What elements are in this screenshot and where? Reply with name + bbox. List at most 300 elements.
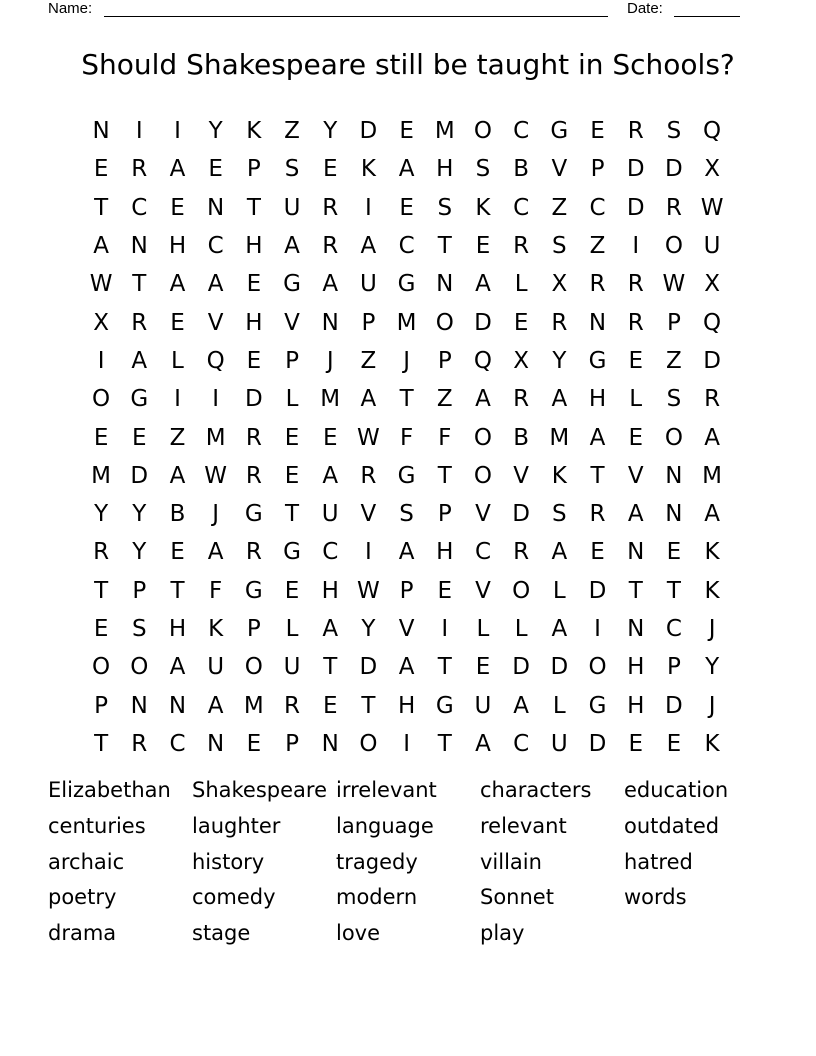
grid-letter: U	[283, 654, 301, 681]
grid-letter: O	[92, 386, 111, 413]
grid-letter: O	[473, 424, 493, 451]
grid-letter: R	[513, 386, 530, 413]
grid-letter: A	[398, 654, 415, 681]
grid-letter: U	[321, 501, 339, 528]
grid-letter: D	[512, 654, 531, 681]
grid-letter: R	[93, 539, 110, 566]
grid-letter: W	[662, 271, 686, 298]
grid-letter: P	[94, 692, 109, 719]
grid-letter: C	[398, 233, 415, 260]
grid-letter: A	[551, 539, 568, 566]
grid-letter: G	[397, 271, 416, 298]
grid-letter: H	[627, 654, 645, 681]
grid-letter: V	[551, 156, 568, 183]
grid-letter: H	[321, 577, 339, 604]
grid-letter: X	[704, 271, 720, 298]
grid-letter: U	[703, 233, 721, 260]
page-title: Should Shakespeare still be taught in Schools?	[81, 48, 735, 81]
grid-letter: O	[664, 233, 683, 260]
grid-letter: T	[437, 462, 452, 489]
grid-letter: X	[513, 347, 530, 374]
word-list-item: love	[336, 921, 381, 946]
grid-letter: D	[130, 462, 149, 489]
grid-letter: R	[627, 271, 644, 298]
word-list-item: outdated	[624, 813, 720, 838]
grid-letter: D	[359, 654, 378, 681]
grid-letter: Z	[360, 347, 377, 374]
word-list-item: Sonnet	[480, 885, 554, 910]
grid-letter: R	[513, 233, 530, 260]
grid-letter: R	[665, 194, 682, 221]
grid-letter: O	[473, 118, 493, 145]
grid-letter: A	[551, 386, 568, 413]
grid-letter: L	[285, 386, 299, 413]
grid-letter: P	[666, 654, 681, 681]
grid-letter: J	[708, 692, 716, 719]
grid-letter: A	[475, 730, 491, 757]
grid-letter: C	[322, 539, 339, 566]
grid-letter: R	[589, 271, 606, 298]
grid-letter: A	[322, 271, 339, 298]
grid-letter: U	[359, 271, 377, 298]
grid-letter: D	[665, 692, 683, 719]
grid-letter: I	[135, 118, 143, 145]
word-list-item: words	[624, 885, 687, 910]
grid-letter: K	[360, 156, 376, 183]
grid-letter: I	[365, 539, 372, 566]
grid-letter: Q	[703, 309, 722, 336]
grid-letter: D	[626, 194, 645, 221]
grid-letter: U	[207, 654, 225, 681]
grid-letter: T	[399, 386, 414, 413]
grid-letter: E	[208, 156, 223, 183]
grid-letter: R	[245, 539, 262, 566]
grid-letter: E	[322, 424, 338, 451]
grid-letter: H	[588, 386, 607, 413]
grid-letter: E	[513, 309, 529, 336]
grid-letter: D	[244, 386, 263, 413]
grid-letter: T	[437, 233, 452, 260]
grid-letter: W	[89, 271, 113, 298]
grid-letter: A	[207, 692, 224, 719]
grid-letter: K	[704, 577, 720, 604]
grid-letter: P	[361, 309, 376, 336]
grid-letter: H	[168, 616, 187, 642]
grid-letter: D	[626, 156, 645, 183]
grid-letter: N	[321, 309, 339, 336]
grid-letter: F	[399, 424, 414, 451]
grid-letter: R	[704, 386, 721, 413]
grid-letter: D	[703, 347, 721, 374]
grid-letter: K	[475, 194, 491, 221]
grid-letter: M	[205, 424, 226, 451]
grid-letter: Y	[323, 118, 338, 145]
grid-letter: T	[94, 194, 109, 221]
grid-letter: L	[514, 616, 528, 642]
date-label: Date:	[627, 0, 663, 17]
grid-letter: A	[360, 386, 377, 413]
grid-letter: E	[170, 194, 185, 221]
grid-letter: K	[704, 730, 720, 757]
grid-letter: E	[628, 424, 643, 451]
grid-letter: P	[285, 347, 299, 374]
grid-letter: W	[357, 424, 380, 451]
grid-letter: A	[513, 692, 530, 719]
grid-letter: O	[473, 462, 493, 489]
grid-letter: V	[475, 577, 491, 604]
grid-letter: T	[285, 501, 300, 528]
grid-letter: L	[476, 616, 490, 642]
grid-letter: G	[588, 347, 607, 374]
grid-letter: E	[322, 156, 338, 183]
word-list-item: poetry	[48, 885, 117, 910]
grid-letter: S	[475, 156, 491, 183]
grid-letter: R	[131, 156, 148, 183]
grid-letter: E	[666, 730, 682, 757]
grid-letter: T	[323, 654, 338, 681]
word-list-item: history	[192, 849, 265, 874]
grid-letter: M	[243, 692, 264, 719]
grid-letter: T	[361, 692, 376, 719]
grid-letter: B	[513, 156, 530, 183]
grid-letter: M	[320, 386, 341, 413]
grid-letter: T	[437, 730, 452, 757]
grid-letter: N	[207, 730, 225, 757]
grid-letter: Z	[284, 118, 300, 145]
grid-letter: F	[209, 577, 223, 604]
grid-letter: B	[169, 501, 186, 528]
word-list-item: Shakespeare	[192, 778, 327, 802]
grid-letter: O	[512, 577, 531, 604]
word-list-item: modern	[336, 885, 418, 910]
grid-letter: G	[283, 271, 301, 298]
grid-letter: Y	[208, 118, 223, 145]
grid-letter: Z	[436, 386, 453, 413]
grid-letter: E	[590, 118, 605, 145]
grid-letter: Q	[206, 347, 225, 374]
grid-letter: V	[207, 309, 224, 336]
grid-letter: L	[285, 616, 299, 642]
grid-letter: A	[169, 654, 186, 681]
grid-letter: N	[321, 730, 339, 757]
grid-letter: R	[131, 730, 148, 757]
grid-letter: U	[550, 730, 568, 757]
grid-letter: K	[246, 118, 262, 145]
grid-letter: J	[708, 616, 716, 642]
grid-letter: I	[174, 386, 181, 413]
grid-letter: Z	[169, 424, 186, 451]
grid-letter: E	[399, 194, 414, 221]
word-list-item: education	[624, 778, 729, 802]
grid-letter: T	[628, 577, 643, 604]
grid-letter: N	[627, 539, 645, 566]
grid-letter: N	[588, 309, 607, 336]
grid-letter: S	[437, 194, 453, 221]
grid-letter: H	[168, 233, 187, 260]
grid-letter: J	[326, 347, 334, 374]
grid-letter: D	[665, 156, 683, 183]
grid-letter: L	[552, 577, 566, 604]
grid-letter: D	[474, 309, 492, 336]
grid-letter: S	[284, 156, 300, 183]
grid-letter: A	[93, 233, 109, 260]
grid-letter: A	[627, 501, 644, 528]
grid-letter: E	[246, 347, 262, 374]
grid-letter: J	[212, 501, 220, 528]
word-list-item: language	[336, 813, 434, 838]
grid-letter: T	[132, 271, 147, 298]
grid-letter: O	[588, 654, 607, 681]
grid-letter: N	[627, 616, 645, 642]
grid-letter: O	[664, 424, 683, 451]
grid-letter: G	[435, 692, 454, 719]
grid-letter: I	[441, 616, 449, 642]
grid-letter: O	[130, 654, 149, 681]
grid-letter: R	[513, 539, 530, 566]
grid-letter: A	[704, 424, 720, 451]
grid-letter: M	[396, 309, 417, 336]
grid-letter: M	[549, 424, 570, 451]
grid-letter: A	[475, 386, 491, 413]
grid-letter: D	[588, 577, 607, 604]
grid-letter: N	[130, 692, 148, 719]
grid-letter: A	[551, 616, 568, 642]
grid-letter: A	[475, 271, 491, 298]
grid-letter: F	[438, 424, 452, 451]
grid-letter: I	[174, 118, 181, 145]
grid-letter: I	[365, 194, 372, 221]
grid-letter: G	[397, 462, 416, 489]
grid-letter: P	[246, 616, 261, 642]
grid-letter: G	[283, 539, 301, 566]
grid-letter: R	[322, 194, 339, 221]
grid-letter: H	[436, 539, 454, 566]
grid-letter: I	[594, 616, 601, 642]
grid-letter: R	[627, 309, 644, 336]
grid-letter: E	[170, 539, 185, 566]
grid-letter: X	[704, 156, 720, 183]
date-blank-line	[674, 16, 740, 17]
grid-letter: E	[437, 577, 453, 604]
grid-letter: A	[131, 347, 148, 374]
grid-letter: A	[704, 501, 720, 528]
word-list-item: hatred	[624, 849, 693, 874]
grid-letter: R	[360, 462, 377, 489]
grid-letter: M	[702, 462, 723, 489]
grid-letter: S	[666, 386, 682, 413]
grid-letter: R	[551, 309, 568, 336]
grid-letter: E	[93, 616, 109, 642]
grid-letter: X	[93, 309, 109, 336]
word-list-item: drama	[48, 921, 117, 946]
grid-letter: P	[437, 347, 452, 374]
grid-letter: N	[436, 271, 454, 298]
grid-letter: G	[550, 118, 569, 145]
grid-letter: H	[245, 309, 263, 336]
grid-letter: E	[628, 730, 643, 757]
grid-letter: N	[665, 501, 683, 528]
grid-letter: R	[627, 118, 644, 145]
grid-letter: T	[590, 462, 605, 489]
grid-letter: C	[207, 233, 224, 260]
grid-letter: O	[244, 654, 263, 681]
grid-letter: E	[93, 424, 109, 451]
grid-letter: R	[589, 501, 606, 528]
grid-letter: K	[208, 616, 224, 642]
grid-letter: L	[629, 386, 643, 413]
word-list-item: archaic	[48, 849, 125, 874]
grid-letter: C	[513, 194, 530, 221]
grid-letter: C	[513, 730, 530, 757]
grid-letter: H	[245, 233, 263, 260]
grid-letter: D	[588, 730, 607, 757]
grid-letter: I	[632, 233, 640, 260]
grid-letter: P	[437, 501, 452, 528]
grid-letter: G	[588, 692, 607, 719]
grid-letter: J	[403, 347, 410, 374]
grid-letter: P	[590, 156, 605, 183]
grid-letter: E	[475, 654, 491, 681]
name-label: Name:	[48, 0, 93, 17]
grid-letter: E	[399, 118, 414, 145]
grid-letter: C	[589, 194, 606, 221]
grid-letter: P	[399, 577, 414, 604]
grid-letter: L	[514, 271, 528, 298]
grid-letter: Y	[361, 616, 376, 642]
worksheet-header	[0, 0, 816, 20]
grid-letter: I	[403, 730, 410, 757]
grid-letter: T	[666, 577, 681, 604]
grid-letter: E	[590, 539, 605, 566]
grid-letter: C	[169, 730, 186, 757]
word-list-item: relevant	[480, 813, 567, 838]
grid-letter: H	[627, 692, 645, 719]
grid-letter: V	[284, 309, 300, 336]
grid-letter: G	[130, 386, 149, 413]
grid-letter: T	[94, 577, 109, 604]
grid-letter: V	[475, 501, 491, 528]
grid-letter: C	[131, 194, 148, 221]
grid-letter: U	[474, 692, 492, 719]
grid-letter: E	[284, 424, 300, 451]
grid-letter: Z	[551, 194, 568, 221]
grid-letter: G	[244, 501, 263, 528]
grid-letter: I	[212, 386, 220, 413]
grid-letter: Q	[703, 118, 722, 145]
grid-letter: L	[171, 347, 184, 374]
grid-letter: T	[94, 730, 109, 757]
grid-letter: P	[666, 309, 681, 336]
grid-letter: E	[93, 156, 109, 183]
grid-letter: W	[700, 194, 724, 221]
grid-letter: E	[322, 692, 338, 719]
grid-letter: M	[91, 462, 112, 489]
grid-letter: W	[204, 462, 228, 489]
word-list-item: villain	[480, 849, 542, 874]
grid-letter: P	[132, 577, 147, 604]
grid-letter: Y	[705, 654, 720, 681]
grid-letter: A	[207, 539, 224, 566]
grid-letter: R	[322, 233, 339, 260]
word-list-item: comedy	[192, 885, 276, 910]
word-list-item: centuries	[48, 813, 146, 838]
grid-letter: R	[245, 462, 262, 489]
grid-letter: N	[130, 233, 148, 260]
grid-letter: A	[398, 539, 415, 566]
grid-letter: T	[437, 654, 452, 681]
grid-letter: Y	[552, 347, 567, 374]
grid-letter: V	[398, 616, 415, 642]
word-list-item: play	[480, 921, 525, 946]
grid-letter: S	[552, 233, 567, 260]
grid-letter: E	[132, 424, 147, 451]
grid-letter: O	[435, 309, 454, 336]
grid-letter: A	[360, 233, 377, 260]
grid-letter: Y	[132, 501, 147, 528]
grid-letter: C	[513, 118, 530, 145]
name-blank-line	[104, 16, 608, 17]
grid-letter: S	[552, 501, 567, 528]
grid-letter: A	[398, 156, 415, 183]
grid-letter: Z	[666, 347, 682, 374]
grid-letter: D	[550, 654, 569, 681]
grid-letter: Y	[132, 539, 147, 566]
grid-letter: E	[246, 730, 262, 757]
grid-letter: W	[357, 577, 380, 604]
grid-letter: A	[169, 271, 186, 298]
grid-letter: R	[245, 424, 262, 451]
grid-letter: A	[169, 156, 186, 183]
grid-letter: S	[399, 501, 414, 528]
grid-letter: V	[513, 462, 530, 489]
grid-letter: A	[207, 271, 224, 298]
grid-letter: A	[589, 424, 606, 451]
grid-letter: M	[434, 118, 455, 145]
grid-letter: C	[474, 539, 491, 566]
grid-letter: A	[284, 233, 300, 260]
grid-letter: I	[97, 347, 105, 374]
grid-letter: K	[704, 539, 720, 566]
grid-letter: E	[666, 539, 682, 566]
letter-grid	[82, 112, 732, 763]
grid-letter: D	[359, 118, 378, 145]
grid-letter: N	[665, 462, 683, 489]
grid-letter: U	[283, 194, 301, 221]
grid-letter: S	[131, 616, 147, 642]
word-list-item: irrelevant	[336, 778, 437, 802]
grid-letter: Z	[589, 233, 606, 260]
grid-letter: E	[475, 233, 491, 260]
grid-letter: E	[628, 347, 643, 374]
word-list-item: characters	[480, 778, 592, 802]
grid-letter: R	[131, 309, 148, 336]
grid-letter: T	[246, 194, 261, 221]
grid-letter: L	[552, 692, 566, 719]
grid-letter: E	[170, 309, 185, 336]
grid-letter: H	[436, 156, 454, 183]
grid-letter: P	[246, 156, 261, 183]
grid-letter: H	[397, 692, 416, 719]
grid-letter: K	[551, 462, 567, 489]
word-list-item: stage	[192, 921, 251, 946]
grid-letter: E	[284, 462, 300, 489]
grid-letter: N	[168, 692, 187, 719]
grid-letter: V	[627, 462, 644, 489]
word-list	[48, 778, 768, 957]
grid-letter: R	[284, 692, 301, 719]
grid-letter: G	[244, 577, 263, 604]
grid-letter: N	[207, 194, 225, 221]
